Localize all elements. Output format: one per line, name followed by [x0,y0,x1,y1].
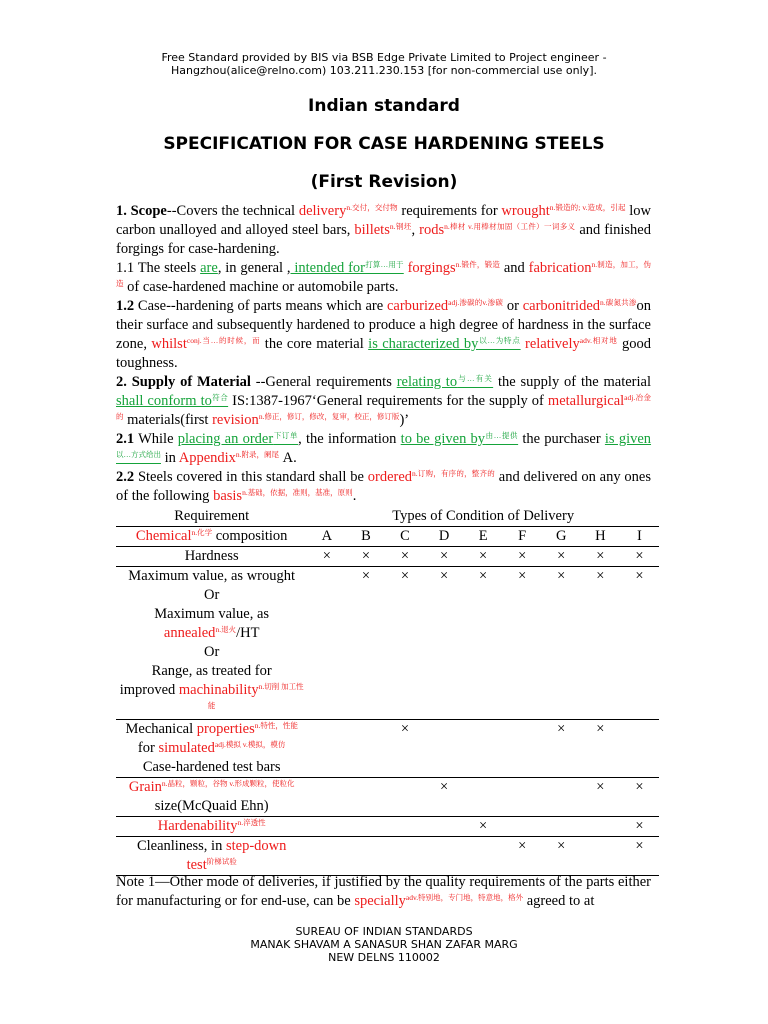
vocab-annotation: n.淬透性 [237,818,266,827]
vocab-annotation: n.锻造的; v.造成，引起 [549,203,626,212]
body-text: the purchaser [518,431,605,447]
body-text: in [161,450,179,466]
vocab-word-text: properties [196,721,255,737]
delivery-mark: × [581,567,620,720]
vocab-annotation: 打算…用于 [365,260,404,269]
vocab-word-text: Grain [128,779,162,795]
vocab-word [179,450,279,466]
header-notice-line: Hangzhou(alice@relno.com) 103.211.230.153 [for non-commercial use only]. [171,64,597,77]
delivery-mark: × [581,547,620,567]
body-text: the core material [260,336,369,352]
vocab-word [501,203,625,219]
delivery-mark-empty [542,817,581,837]
vocab-annotation: n.切削 加工性能 [207,682,304,710]
cell-text: Cleanliness, in [136,838,226,854]
vocab-annotation: 与…有关 [457,374,494,383]
body-text: and [500,260,529,276]
vocab-phrase [291,260,404,276]
body-text: 1.1 The steels [116,260,201,276]
requirement-cell: Hardness [116,547,307,567]
vocab-word [179,682,304,717]
cell-text: improved [119,682,179,698]
body-text: IS:1387-1967‘General requirements for the supply of [228,393,548,409]
delivery-mark: × [581,778,620,817]
vocab-phrase: are [200,260,218,276]
delivery-mark-empty [307,778,346,817]
delivery-mark: × [385,720,424,778]
clause-2-supply [116,373,651,430]
vocab-annotation: n.订购，有序的，整齐的 [412,469,495,478]
vocab-annotation: adj.冶金的 [116,393,652,421]
vocab-annotation: n.交付，交付物 [346,203,398,212]
vocab-phrase-text: shall conform to [116,393,212,409]
body-text: )’ [399,412,410,428]
vocab-word [197,721,298,737]
cell-line: Or [204,587,220,603]
delivery-type-letter: H [581,527,620,547]
clause-number: 2.1 [116,431,135,447]
vocab-word-text: forgings [407,260,456,276]
body-text: of case-hardened machine or automobile parts. [123,279,399,295]
vocab-annotation: n.晶粒，颗粒，谷物 v.形成颗粒，使粒化 [161,779,295,788]
body-text: or [503,298,523,314]
cell-line [116,837,307,856]
cell-text: composition [212,528,288,544]
delivery-mark-empty [385,778,424,817]
clause-number: 1.2 [116,298,135,314]
vocab-word-text: machinability [178,682,259,698]
vocab-word [354,893,523,909]
delivery-mark-empty [425,817,464,837]
vocab-annotation: 下订单 [273,431,299,440]
body-text: and delivered on any ones of the following [116,469,651,504]
delivery-mark: × [385,547,424,567]
vocab-word [525,336,618,352]
vocab-word [158,740,285,756]
vocab-phrase-text: relating to [396,374,458,390]
note-text: agreed to at [523,893,595,909]
footer-line: NEW DELNS 110002 [328,951,440,964]
vocab-annotation: n.特性，性能 [254,721,298,730]
vocab-word-text: Hardenability [157,818,238,834]
delivery-mark-empty [307,817,346,837]
delivery-mark: × [620,567,659,720]
cell-text: Mechanical [125,721,197,737]
delivery-type-letter: I [620,527,659,547]
delivery-mark-empty [346,817,385,837]
delivery-type-letter: F [503,527,542,547]
vocab-word-text: delivery [298,203,347,219]
vocab-phrase-text: to be given by [400,431,486,447]
vocab-word [187,857,237,873]
footer-line: MANAK SHAVAM A SANASUR SHAN ZAFAR MARG [250,938,518,951]
delivery-mark-empty [385,817,424,837]
body-text: --Covers the technical [166,203,299,219]
clause-2-2 [116,468,651,506]
delivery-mark-empty [464,720,503,778]
delivery-mark: × [464,547,503,567]
delivery-mark: × [503,567,542,720]
footer-line: SUREAU OF INDIAN STANDARDS [295,925,473,938]
delivery-mark-empty [620,720,659,778]
vocab-annotation: n.退火 [215,625,237,634]
vocab-annotation: adj.渗碳的v.渗碳 [448,298,504,307]
cell-line: Range, as treated for [151,663,272,679]
vocab-word [354,222,411,238]
vocab-annotation: adv.相对地 [579,336,618,345]
delivery-mark: × [503,547,542,567]
body-text: on their surface and subsequently hardened to produce a high degree of hardness in the surface zone, [116,298,651,352]
vocab-phrase [368,336,520,352]
delivery-type-letter: A [307,527,346,547]
body-text: Steels covered in this standard shall be [134,469,368,485]
delivery-mark-empty [464,778,503,817]
vocab-word [136,528,212,544]
vocab-word-text: Appendix [178,450,236,466]
table-row [116,547,659,567]
delivery-mark: × [581,720,620,778]
vocab-word [408,260,500,276]
clause-number: 2.2 [116,469,135,485]
header-notice [100,51,668,77]
vocab-phrase-text: placing an order [177,431,274,447]
document-body [116,202,651,506]
clause-1-scope [116,202,651,259]
delivery-mark: × [464,817,503,837]
vocab-word-text: ordered [367,469,413,485]
vocab-word [419,222,575,238]
body-text: and finished forgings for case-hardening. [116,222,651,257]
delivery-mark-empty [503,778,542,817]
clause-1-2 [116,297,651,373]
table-row [116,817,659,837]
body-text: the supply of the material [493,374,651,390]
delivery-mark-empty [307,837,346,876]
delivery-mark-empty [346,778,385,817]
vocab-word-text: specially [354,893,406,909]
vocab-phrase-text: is given [604,431,652,447]
delivery-mark-empty [464,837,503,876]
delivery-mark: × [425,547,464,567]
vocab-phrase-text: intended for [290,260,366,276]
vocab-word [129,779,295,795]
note-1 [116,873,651,911]
delivery-type-letter: D [425,527,464,547]
body-text: good toughness. [116,336,652,371]
cell-line: Case-hardened test bars [142,759,281,775]
delivery-mark: × [425,778,464,817]
vocab-phrase [178,431,298,447]
delivery-mark-empty [581,817,620,837]
table-row [116,778,659,817]
body-text: While [134,431,178,447]
delivery-mark: × [620,778,659,817]
vocab-annotation: n.棒材 v.用棒材加固（工件）一词多义 [444,222,576,231]
requirement-cell [116,567,307,720]
vocab-annotation: n.修正，修订，修改，复审，校正，修订版 [258,412,400,421]
requirement-cell [116,778,307,817]
vocab-word-text: carburized [386,298,449,314]
delivery-mark-empty [503,720,542,778]
vocab-annotation: adj.模拟 v.模拟，模仿 [214,740,286,749]
vocab-word: step-down [225,838,287,854]
vocab-word-text: annealed [163,625,216,641]
body-text: , in general , [217,260,291,276]
delivery-mark-empty [425,720,464,778]
delivery-type-letter: C [385,527,424,547]
clause-1-1 [116,259,651,297]
body-text: low carbon unalloyed and alloyed steel bars, [116,203,652,238]
vocab-word-text: billets [354,222,390,238]
vocab-annotation: conj.当…的时候，而 [186,336,261,345]
delivery-mark-empty [425,837,464,876]
note-text: Note 1—Other mode of deliveries, if justified by the quality requirements of the parts either for manufacturing or for end-use, can be [116,874,651,909]
table-row [116,837,659,876]
cell-line: size(McQuaid Ehn) [154,798,269,814]
vocab-word-text: basis [213,488,243,504]
vocab-word-text: fabrication [528,260,592,276]
header-notice-line: Free Standard provided by BIS via BSB Edge Private Limited to Project engineer - [161,51,607,64]
revision-title: (First Revision) [310,172,458,192]
publisher-footer [0,925,768,964]
delivery-mark-empty [503,817,542,837]
delivery-type-letter: G [542,527,581,547]
cell-line [116,681,307,719]
delivery-mark-empty [307,567,346,720]
vocab-annotation: n.钢坯 [389,222,412,231]
delivery-mark: × [346,547,385,567]
vocab-word-text: whilst [151,336,187,352]
delivery-mark: × [346,567,385,720]
vocab-phrase-text: is characterized by [368,336,479,352]
vocab-annotation: n.基础，依据，准则，基准，原则 [242,488,353,497]
vocab-annotation: 由…提供 [485,431,519,440]
vocab-phrase [116,393,228,409]
vocab-annotation: adv.特别地，专门地，特意地，格外 [405,893,524,902]
body-text: A. [279,450,297,466]
vocab-annotation: 以…为特点 [478,336,521,345]
table-header-row [116,507,659,527]
cell-line: Maximum value, as [154,606,270,622]
vocab-word [387,298,503,314]
body-text: materials(first [123,412,213,428]
table-row [116,567,659,720]
cell-line [116,624,307,643]
vocab-word-text: carbonitrided [522,298,601,314]
delivery-mark: × [542,567,581,720]
delivery-mark: × [620,817,659,837]
vocab-annotation: n.碳氮共渗 [600,298,637,307]
vocab-annotation: n.制造，加工，伪造 [116,260,652,288]
vocab-word [164,625,236,641]
delivery-mark: × [542,547,581,567]
delivery-mark-empty [307,720,346,778]
delivery-mark: × [620,547,659,567]
vocab-annotation: 阶梯试验 [206,857,237,866]
vocab-word-text: rods [419,222,445,238]
delivery-mark-empty [581,837,620,876]
cell-text: /HT [236,625,260,641]
vocab-annotation: n.附录，阑尾 [235,450,280,459]
body-text: . [352,488,357,504]
cell-text: for [137,740,159,756]
delivery-mark-empty [385,837,424,876]
requirement-cell [116,720,307,778]
cell-line: Or [204,644,220,660]
delivery-mark: × [542,720,581,778]
cell-line [116,720,307,758]
column-header-types: Types of Condition of Delivery [392,508,575,524]
requirement-cell [116,817,307,837]
vocab-annotation: 符合 [211,393,229,402]
vocab-word-text: revision [212,412,259,428]
clause-number: 2. Supply of Material [116,374,251,390]
delivery-mark: × [307,547,346,567]
vocab-word [368,469,495,485]
delivery-conditions-table [116,507,659,876]
vocab-word [151,336,260,352]
document-title: Indian standard [308,96,460,116]
clause-2-1 [116,430,651,468]
column-header-requirement: Requirement [174,508,250,524]
table-row [116,527,659,547]
vocab-annotation: n.锻件，锻造 [455,260,501,269]
vocab-word-text: test [186,857,207,873]
requirement-cell [116,837,307,876]
delivery-mark-empty [542,778,581,817]
body-text: , the information [298,431,401,447]
delivery-mark-empty [346,837,385,876]
cell-line [116,778,307,797]
delivery-mark: × [542,837,581,876]
vocab-word-text: wrought [501,203,550,219]
table-row [116,720,659,778]
vocab-word [212,412,399,428]
vocab-word-text: Chemical [135,528,192,544]
vocab-word-text: simulated [158,740,215,756]
vocab-word-text: relatively [525,336,580,352]
requirement-cell [116,527,307,547]
delivery-mark: × [464,567,503,720]
delivery-type-letter: B [346,527,385,547]
delivery-mark: × [503,837,542,876]
delivery-type-letter: E [464,527,503,547]
vocab-phrase [401,431,518,447]
body-text: --General requirements [250,374,397,390]
specification-title: SPECIFICATION FOR CASE HARDENING STEELS [163,134,605,154]
cell-line: Maximum value, as wrought [128,568,296,584]
vocab-word [213,488,353,504]
clause-number: 1. Scope [116,203,167,219]
vocab-word [158,818,266,834]
vocab-phrase [397,374,493,390]
body-text: requirements for [397,203,502,219]
body-text: , [411,222,420,238]
delivery-mark: × [620,837,659,876]
delivery-mark: × [425,567,464,720]
vocab-word-text: metallurgical [547,393,625,409]
vocab-annotation: 以…方式给出 [116,450,161,459]
vocab-annotation: n.化学 [191,528,213,537]
delivery-mark-empty [346,720,385,778]
body-text: Case--hardening of parts means which are [134,298,387,314]
vocab-word [523,298,637,314]
vocab-word [299,203,398,219]
delivery-mark: × [385,567,424,720]
